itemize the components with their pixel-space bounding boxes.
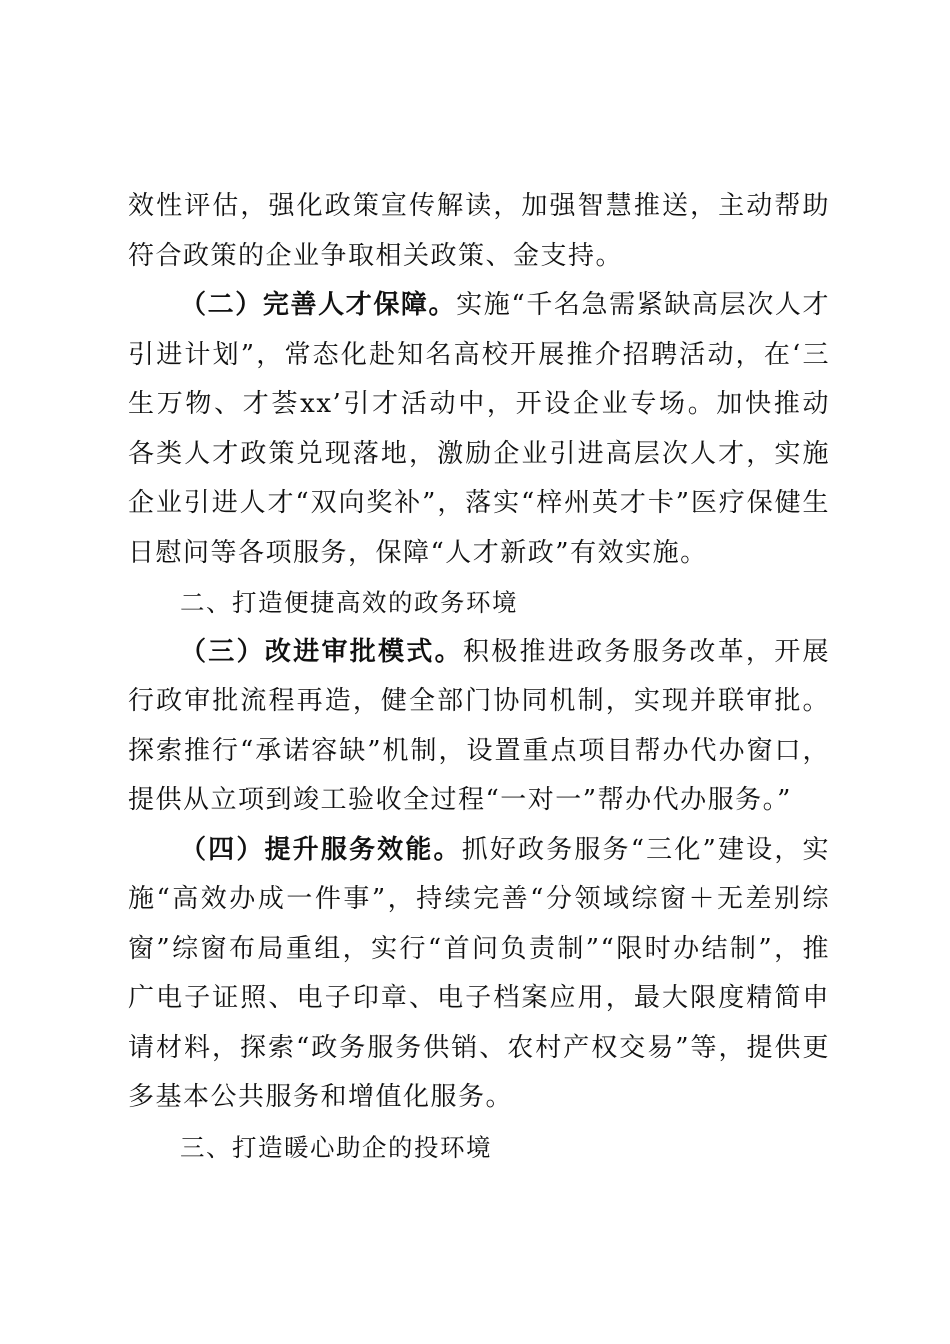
- paragraph-service-efficiency: [128, 826, 830, 1123]
- section-heading-investment-environment: 三、打造暖心助企的投环境: [180, 1132, 492, 1162]
- section-subtitle: （三）改进审批模式。: [180, 636, 463, 667]
- paragraph-text: 抓好政务服务“三化”建设，实施“高效办成一件事”，持续完善“分领域综窗＋无差别综窗”综窗布局重组，实行“首问负责制”“限时办结制”，推广电子证照、电子印章、电子档案应用，最大限度精简申请材料，探索“政务服务供销、农村产权交易”等，提供更多基本公共服务和增值化服务。: [128, 834, 830, 1112]
- document-body: [128, 182, 830, 1172]
- section-subtitle: （四）提升服务效能。: [180, 834, 462, 865]
- paragraph-policy-evaluation: [128, 182, 830, 281]
- paragraph-text: 实施“千名急需紧缺高层次人才引进计划”，常态化赴知名高校开展推介招聘活动，在‘三生万物、才荟xx’引才活动中，开设企业专场。加快推动各类人才政策兑现落地，激励企业引进高层次人才，实施企业引进人才“双向奖补”，落实“梓州英才卡”医疗保健生日慰问等各项服务，保障“人才新政”有效实施。: [128, 290, 830, 568]
- section-heading-government-environment: 二、打造便捷高效的政务环境: [180, 588, 518, 617]
- paragraph-text: 效性评估，强化政策宣传解读，加强智慧推送，主动帮助符合政策的企业争取相关政策、金支持。: [128, 191, 830, 271]
- paragraph-text: 积极推进政务服务改革，开展行政审批流程再造，健全部门协同机制，实现并联审批。探索推行“承诺容缺”机制，设置重点项目帮办代办窗口，提供从立项到竣工验收全过程“一对一”帮办代办服务。”: [128, 636, 830, 815]
- paragraph-approval-mode: [128, 628, 830, 826]
- section-subtitle: （二）完善人才保障。: [180, 290, 457, 320]
- paragraph-talent-guarantee: [128, 281, 830, 578]
